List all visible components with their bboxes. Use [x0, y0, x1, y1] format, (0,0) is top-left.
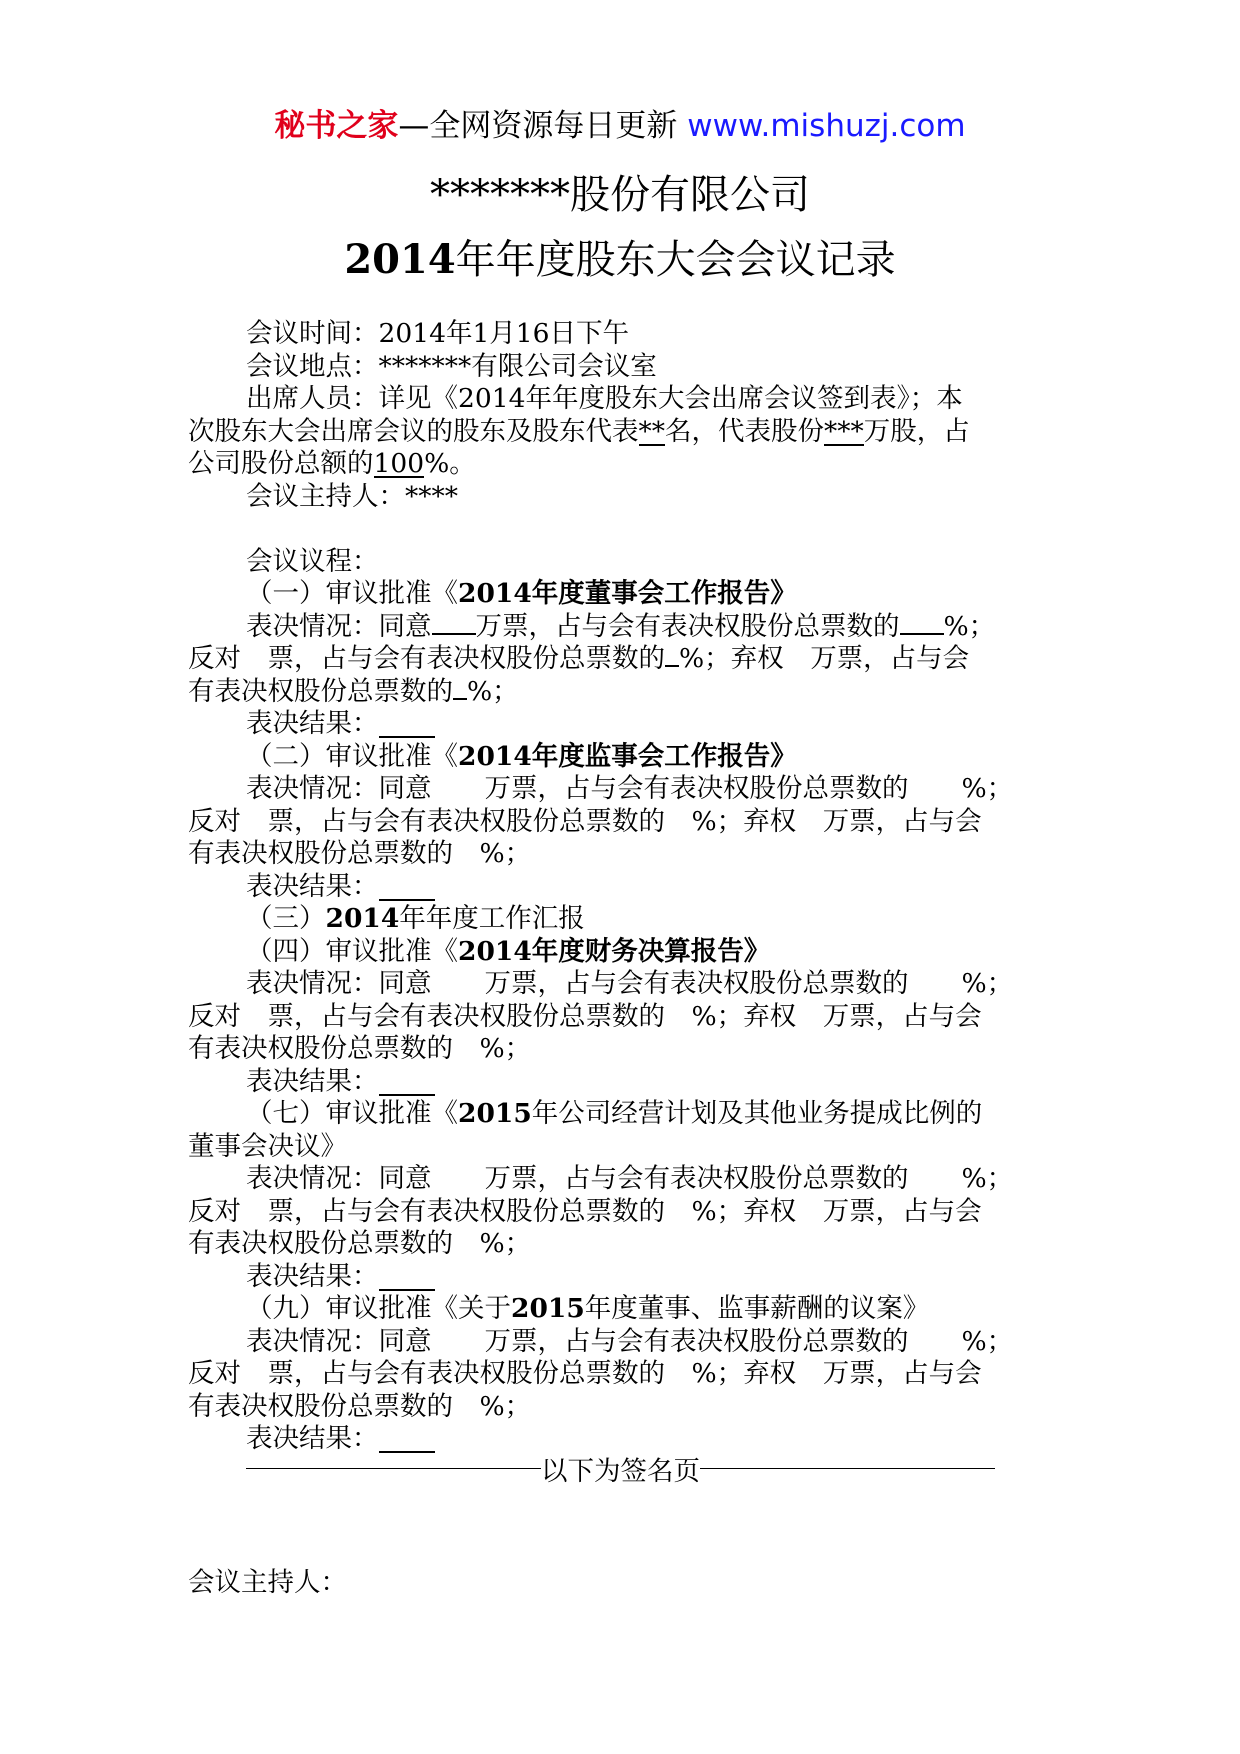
- vote-line-2: 反对 票，占与会有表决权股份总票数的 %；弃权 万票，占与会: [188, 805, 982, 837]
- site-url-link[interactable]: www.mishuzj.com: [687, 108, 966, 144]
- document-body: [188, 318, 1058, 1488]
- agenda-heading: 会议议程：: [246, 545, 379, 577]
- vote-line-1: 表决情况：同意 万票，占与会有表决权股份总票数的 %；: [246, 610, 996, 642]
- brand-name: 秘书之家: [274, 108, 399, 144]
- vote-line-2: 反对 票，占与会有表决权股份总票数的 %；弃权 万票，占与会: [188, 1000, 982, 1032]
- shareholder-count: **: [638, 415, 665, 447]
- document-title-meeting: [0, 228, 1240, 285]
- attendees-line-1: 出席人员：详见《2014年年度股东大会出席会议签到表》；本: [246, 383, 963, 414]
- share-count: ***: [824, 415, 864, 447]
- meeting-place: 会议地点：*******有限公司会议室: [246, 350, 657, 382]
- signature-host-label: 会议主持人：: [188, 1567, 347, 1598]
- spacer: [188, 513, 1058, 546]
- vote-result: 表决结果：: [188, 708, 1058, 741]
- attendees-line-2: 次股东大会出席会议的股东及股东代表**名，代表股份***万股，占: [188, 415, 970, 447]
- vote-blank: [665, 665, 679, 667]
- vote-result: 表决结果：: [188, 1066, 1058, 1099]
- meeting-host: 会议主持人：****: [246, 480, 458, 512]
- signature-page-divider: [188, 1456, 1058, 1489]
- vote-line-2: 反对 票，占与会有表决权股份总票数的 %；弃权 万票，占与会: [188, 1195, 982, 1227]
- vote-result: 表决结果：: [188, 1423, 1058, 1456]
- agenda-item-4: （四）审议批准《2014年度财务决算报告》: [246, 935, 771, 967]
- vote-line-2: 反对 票，占与会有表决权股份总票数的 %；弃权 万票，占与会: [188, 643, 970, 674]
- vote-line-1: 表决情况：同意 万票，占与会有表决权股份总票数的 %；: [246, 1325, 1014, 1357]
- vote-line-3: 有表决权股份总票数的 %；: [188, 675, 519, 707]
- agenda-item-7-cont: 董事会决议》: [188, 1130, 347, 1162]
- agenda-item-2: （二）审议批准《2014年度监事会工作报告》: [246, 740, 797, 772]
- share-percentage: 100: [373, 448, 425, 479]
- vote-line-1: 表决情况：同意 万票，占与会有表决权股份总票数的 %；: [246, 773, 1014, 804]
- agenda-item-9: （九）审议批准《关于2015年度董事、监事薪酬的议案》: [246, 1293, 930, 1324]
- agenda-item-3: （三）2014年年度工作汇报: [246, 903, 585, 934]
- result-blank: [379, 712, 435, 738]
- divider-line-right: [700, 1468, 995, 1469]
- result-blank: [379, 875, 435, 901]
- vote-result: 表决结果：: [188, 871, 1058, 904]
- document-title-company: *******股份有限公司: [430, 172, 810, 218]
- vote-blank: [432, 633, 476, 635]
- result-blank: [379, 1427, 435, 1453]
- vote-blank: [453, 698, 467, 700]
- signature-divider-label: 以下为签名页: [541, 1455, 700, 1487]
- banner-slogan: —全网资源每日更新: [398, 108, 678, 144]
- vote-line-1: 表决情况：同意 万票，占与会有表决权股份总票数的 %；: [246, 1163, 1014, 1194]
- vote-line-3: 有表决权股份总票数的 %；: [188, 1390, 532, 1422]
- vote-line-3: 有表决权股份总票数的 %；: [188, 1033, 532, 1064]
- title-text: 年年度股东大会会议记录: [455, 237, 896, 283]
- vote-line-3: 有表决权股份总票数的 %；: [188, 1228, 532, 1259]
- meeting-time: 会议时间：2014年1月16日下午: [246, 318, 630, 349]
- vote-line-2: 反对 票，占与会有表决权股份总票数的 %；弃权 万票，占与会: [188, 1358, 982, 1389]
- vote-line-1: 表决情况：同意 万票，占与会有表决权股份总票数的 %；: [246, 968, 1014, 999]
- vote-line-3: 有表决权股份总票数的 %；: [188, 838, 532, 869]
- result-blank: [379, 1265, 435, 1291]
- agenda-item-1: （一）审议批准《2014年度董事会工作报告》: [246, 578, 797, 609]
- divider-line-left: [246, 1468, 541, 1469]
- result-blank: [379, 1070, 435, 1096]
- title-year: 2014: [344, 236, 456, 283]
- vote-result: 表决结果：: [188, 1261, 1058, 1294]
- site-banner: [0, 100, 1240, 145]
- agenda-item-7: （七）审议批准《2015年公司经营计划及其他业务提成比例的: [246, 1098, 983, 1129]
- attendees-line-3: 公司股份总额的100%。: [188, 448, 476, 479]
- vote-blank: [900, 633, 944, 635]
